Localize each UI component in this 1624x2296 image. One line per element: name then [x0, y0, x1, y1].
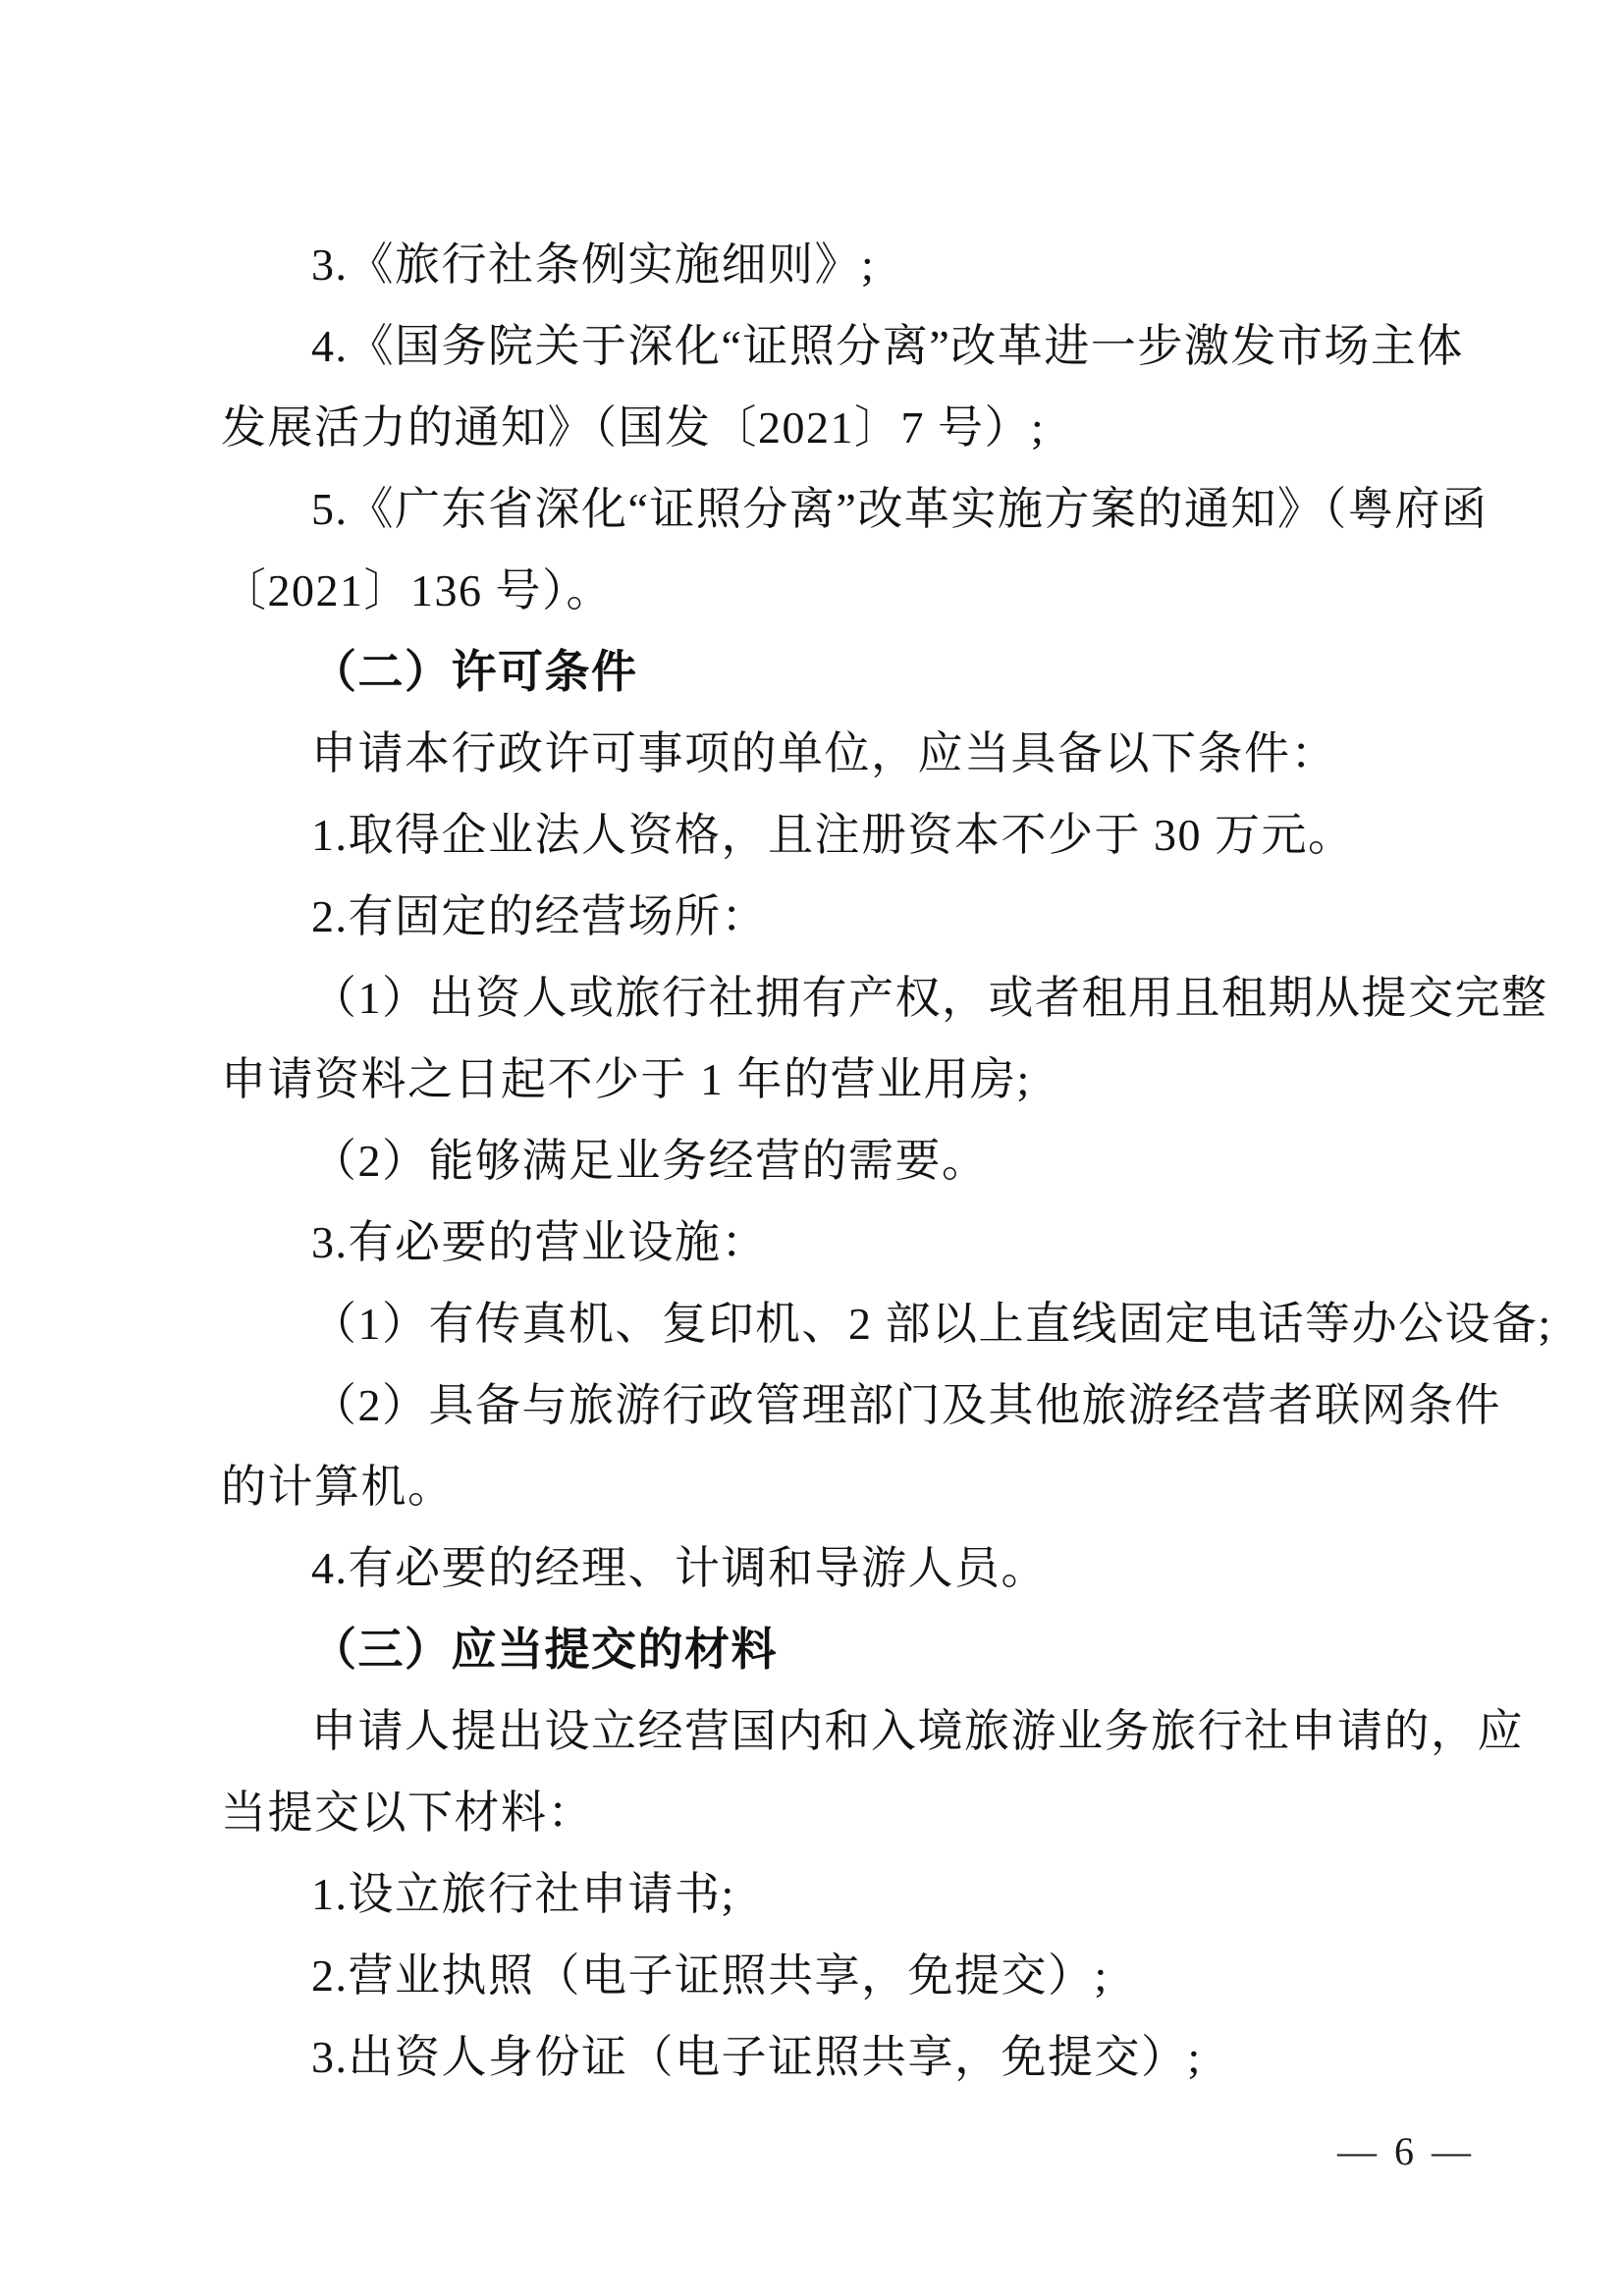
- page-number: — 6 —: [1337, 2129, 1475, 2173]
- text-line-condition-1: 1.取得企业法人资格，且注册资本不少于 30 万元。: [311, 810, 1355, 860]
- text-line-regulation-5: 5.《广东省深化“证照分离”改革实施方案的通知》（粤府函: [311, 484, 1489, 534]
- text-line-condition-2-1-cont: 申请资料之日起不少于 1 年的营业用房;: [221, 1054, 1031, 1104]
- document-body: [221, 224, 1552, 2098]
- text-line-material-1: 1.设立旅行社申请书;: [311, 1869, 735, 1919]
- text-line-condition-2-1: （1）出资人或旅行社拥有产权，或者租用且租期从提交完整: [311, 973, 1548, 1023]
- text-line-regulation-3: 3.《旅行社条例实施细则》;: [311, 240, 876, 290]
- text-line-materials-intro-cont: 当提交以下材料：: [221, 1788, 594, 1838]
- text-line-regulation-4-cont: 发展活力的通知》（国发〔2021〕7 号）;: [221, 402, 1046, 453]
- text-line-condition-3: 3.有必要的营业设施：: [311, 1217, 768, 1267]
- text-line-condition-4: 4.有必要的经理、计调和导游人员。: [311, 1543, 1048, 1593]
- text-line-materials-intro: 申请人提出设立经营国内和入境旅游业务旅行社申请的，应: [311, 1706, 1524, 1756]
- text-line-condition-2: 2.有固定的经营场所：: [311, 891, 768, 941]
- text-line-material-3: 3.出资人身份证（电子证照共享，免提交）;: [311, 2032, 1202, 2082]
- text-line-regulation-5-cont: 〔2021〕136 号）。: [221, 565, 613, 615]
- text-line-regulation-4: 4.《国务院关于深化“证照分离”改革进一步激发市场主体: [311, 321, 1464, 371]
- text-line-condition-3-2: （2）具备与旅游行政管理部门及其他旅游经营者联网条件: [311, 1380, 1501, 1430]
- section-heading-3-materials: （三）应当提交的材料: [311, 1625, 778, 1675]
- text-line-condition-2-2: （2）能够满足业务经营的需要。: [311, 1136, 989, 1186]
- text-line-condition-3-2-cont: 的计算机。: [221, 1462, 455, 1512]
- text-line-condition-3-1: （1）有传真机、复印机、2 部以上直线固定电话等办公设备;: [311, 1299, 1552, 1349]
- text-line-conditions-intro: 申请本行政许可事项的单位，应当具备以下条件：: [311, 728, 1337, 778]
- text-line-material-2: 2.营业执照（电子证照共享，免提交）;: [311, 1950, 1109, 2001]
- section-heading-2-conditions: （二）许可条件: [311, 647, 638, 697]
